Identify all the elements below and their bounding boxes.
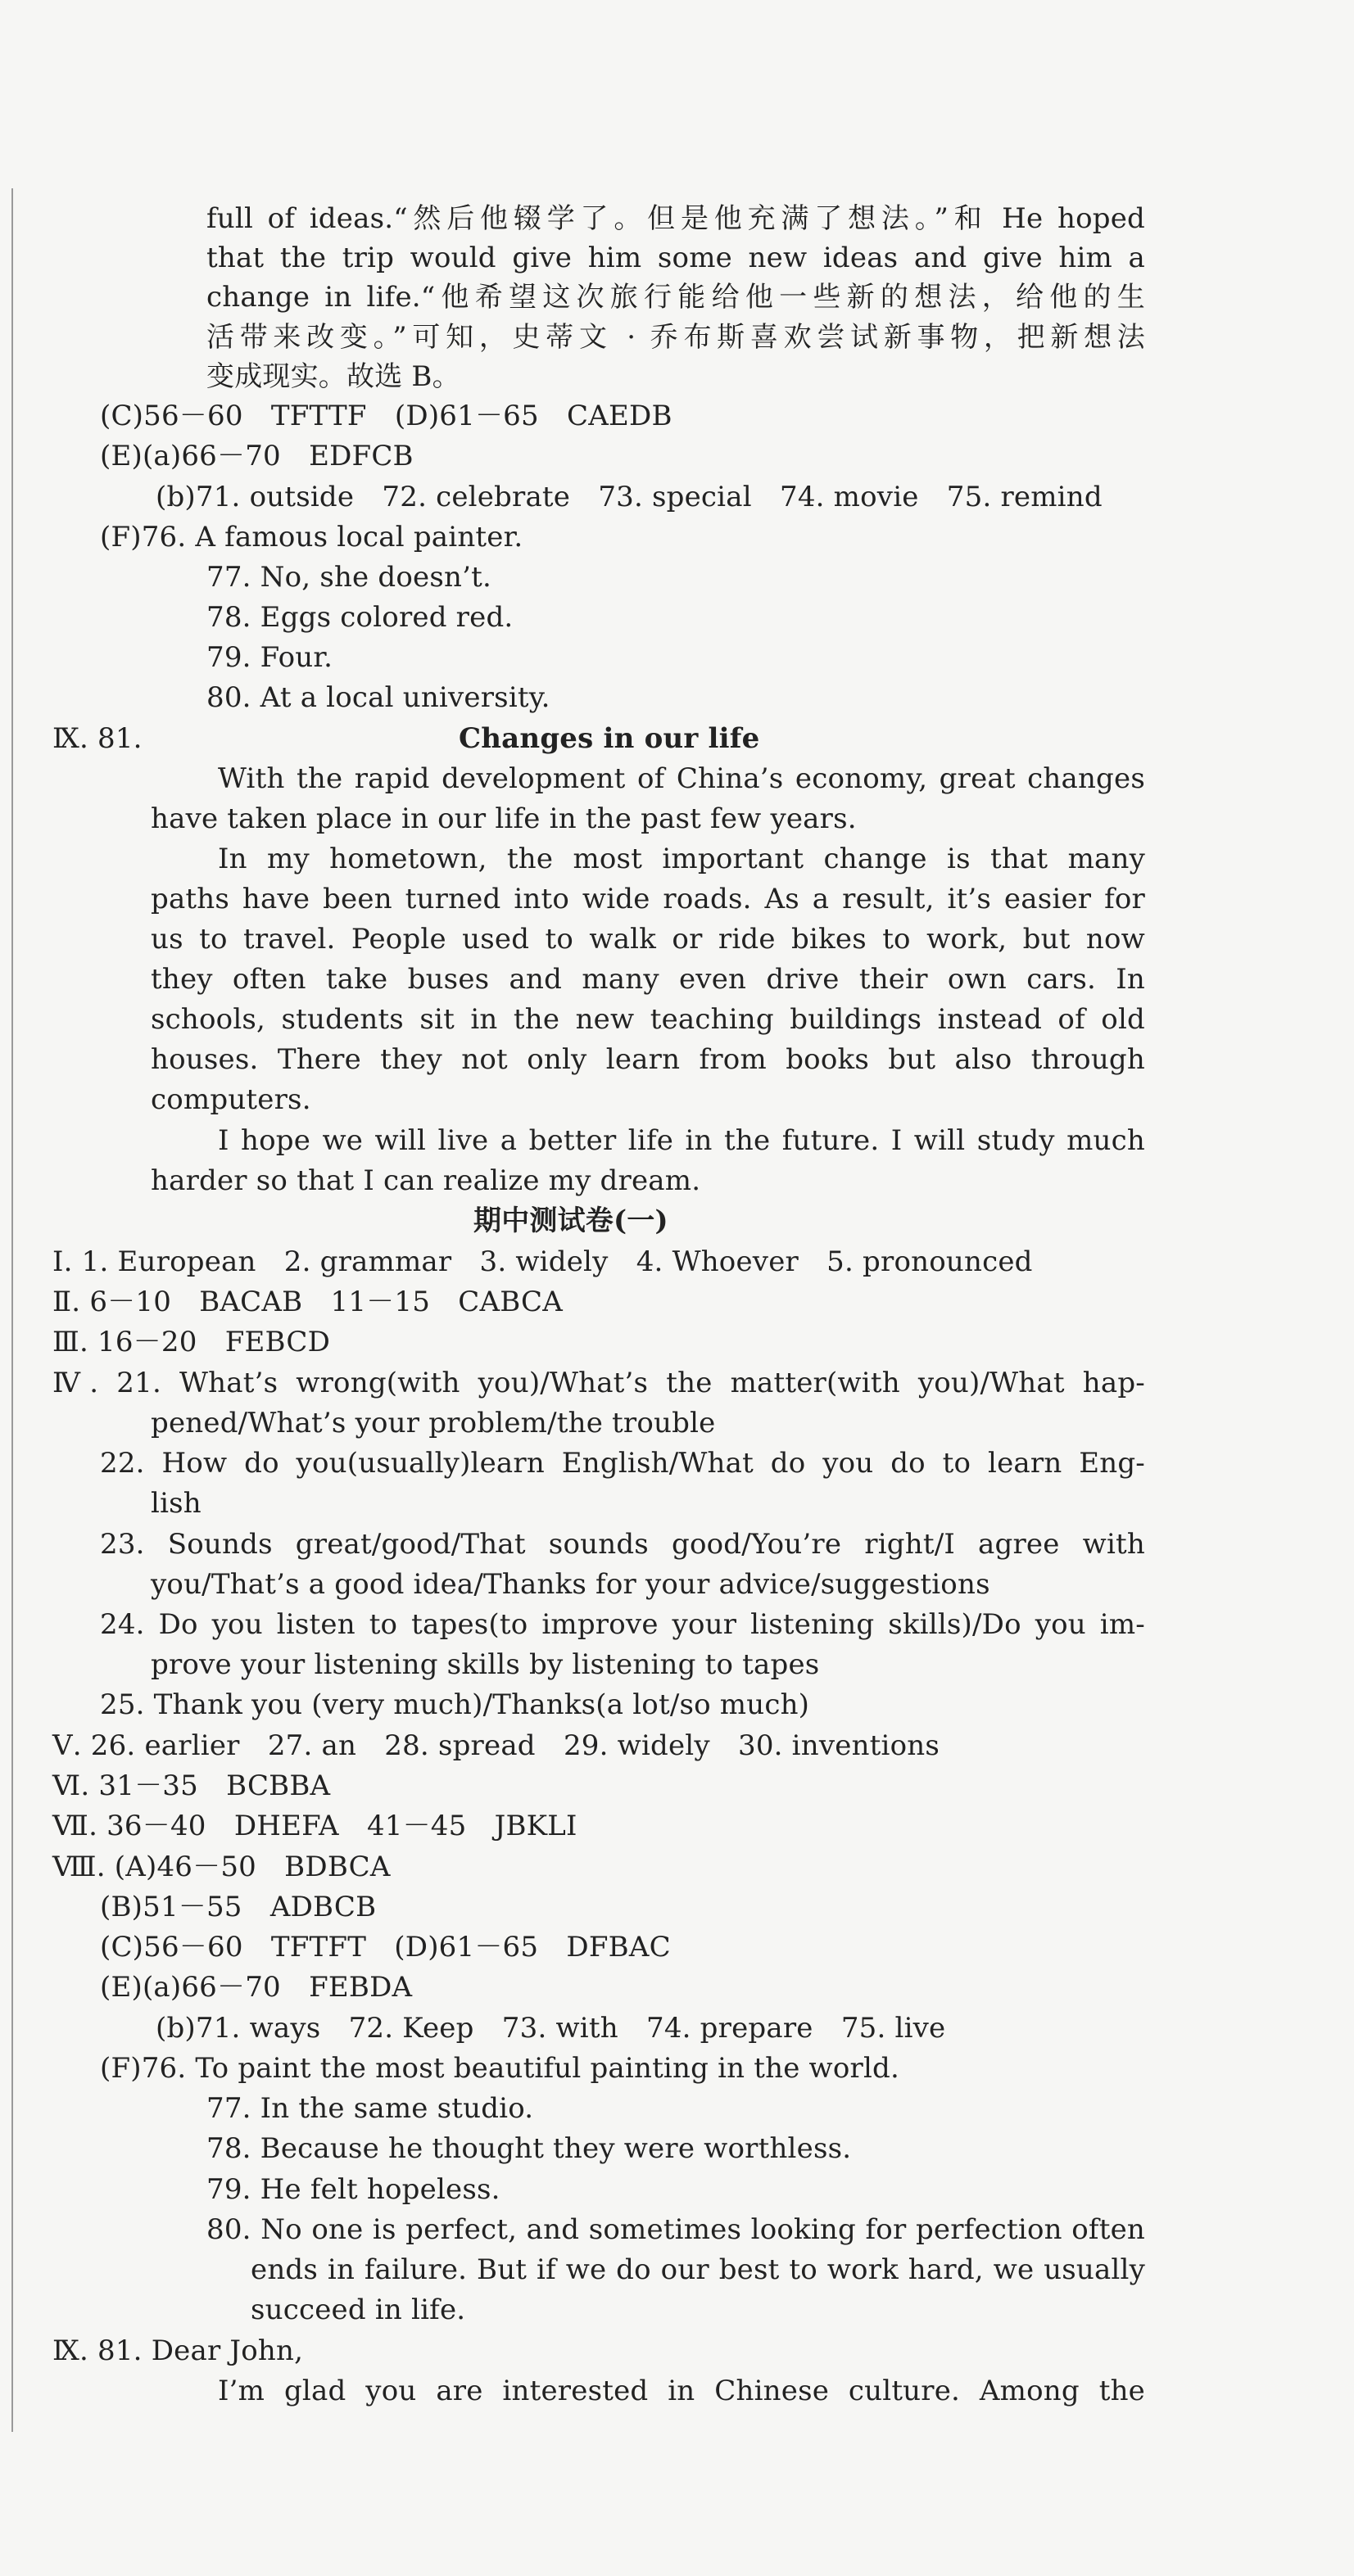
text-line: paths have been turned into wide roads. As a result, it’s easier for — [151, 883, 1145, 915]
text-line: (F)76. To paint the most beautiful painting in the world. — [100, 2052, 900, 2085]
text-line: lish — [151, 1487, 202, 1520]
text-line: Ⅵ. 31－35 BCBBA — [52, 1769, 331, 1802]
text-line: (E)(a)66－70 FEBDA — [100, 1971, 413, 2004]
text-line: 22. How do you(usually)learn English/What do you do to learn Eng- — [100, 1447, 1145, 1480]
text-line: you/That’s a good idea/Thanks for your advice/suggestions — [151, 1568, 990, 1601]
text-line: 79. Four. — [206, 641, 333, 674]
text-line: 79. He felt hopeless. — [206, 2173, 500, 2206]
text-line: houses. There they not only learn from books but also through — [151, 1043, 1145, 1076]
text-line: Ⅳ. 21. What’s wrong(with you)/What’s the matter(with you)/What hap- — [52, 1367, 1145, 1399]
text-line: Ⅶ. 36－40 DHEFA 41－45 JBKLI — [52, 1810, 577, 1842]
text-line: (E)(a)66－70 EDFCB — [100, 440, 414, 472]
text-line: (C)56－60 TFTFT (D)61－65 DFBAC — [100, 1931, 671, 1964]
text-line: 77. No, she doesn’t. — [206, 561, 491, 594]
text-line: Ⅸ. 81. — [52, 722, 143, 755]
text-line: have taken place in our life in the past few years. — [151, 802, 857, 835]
text-line: full of ideas.“然后他辍学了。但是他充满了想法。”和 He hoped — [206, 202, 1145, 235]
text-line: computers. — [151, 1083, 311, 1116]
text-line: 23. Sounds great/good/That sounds good/You’re right/I agree with — [100, 1528, 1145, 1561]
text-line: 78. Eggs colored red. — [206, 601, 514, 634]
text-line: Ⅲ. 16－20 FEBCD — [52, 1326, 331, 1358]
text-line: I’m glad you are interested in Chinese culture. Among the — [218, 2375, 1145, 2407]
text-line: 80. At a local university. — [206, 681, 550, 714]
text-line: succeed in life. — [251, 2294, 466, 2326]
text-line: 25. Thank you (very much)/Thanks(a lot/so much) — [100, 1688, 810, 1721]
text-line: they often take buses and many even drive their own cars. In — [151, 963, 1145, 996]
text-line: (b)71. ways 72. Keep 73. with 74. prepare 75. live — [156, 2012, 946, 2045]
text-line: Ⅷ. (A)46－50 BDBCA — [52, 1851, 391, 1883]
text-line: In my hometown, the most important change is that many — [218, 843, 1145, 875]
text-line: 24. Do you listen to tapes(to improve your listening skills)/Do you im- — [100, 1608, 1145, 1641]
text-line: harder so that I can realize my dream. — [151, 1164, 701, 1197]
text-line: Changes in our life — [459, 722, 760, 755]
text-line: (b)71. outside 72. celebrate 73. special 74. movie 75. remind — [156, 481, 1103, 513]
text-line: prove your listening skills by listening to tapes — [151, 1648, 820, 1681]
text-line: 78. Because he thought they were worthless. — [206, 2132, 852, 2165]
text-line: schools, students sit in the new teaching buildings instead of old — [151, 1003, 1145, 1036]
text-line: pened/What’s your problem/the trouble — [151, 1407, 716, 1439]
text-line: Ⅱ. 6－10 BACAB 11－15 CABCA — [52, 1286, 563, 1318]
text-line: With the rapid development of China’s economy, great changes — [218, 762, 1145, 795]
text-line: 变成现实。故选 B。 — [206, 360, 460, 393]
margin-rule — [11, 188, 13, 2432]
text-line: ends in failure. But if we do our best to work hard, we usually — [251, 2253, 1145, 2286]
text-line: 活带来改变。”可知，史蒂文 · 乔布斯喜欢尝试新事物，把新想法 — [206, 321, 1145, 354]
text-line: I hope we will live a better life in the future. I will study much — [218, 1124, 1145, 1157]
text-line: Ⅸ. 81. Dear John, — [52, 2334, 304, 2367]
text-line: Ⅴ. 26. earlier 27. an 28. spread 29. widely 30. inventions — [52, 1729, 940, 1762]
text-line: 期中测试卷(一) — [473, 1204, 668, 1237]
text-line: Ⅰ. 1. European 2. grammar 3. widely 4. Whoever 5. pronounced — [52, 1245, 1033, 1278]
text-line: (C)56－60 TFTTF (D)61－65 CAEDB — [100, 400, 672, 432]
text-line: change in life.“他希望这次旅行能给他一些新的想法，给他的生 — [206, 281, 1145, 314]
text-line: us to travel. People used to walk or ride bikes to work, but now — [151, 923, 1145, 956]
text-line: 80. No one is perfect, and sometimes looking for perfection often — [206, 2213, 1145, 2246]
text-line: that the trip would give him some new ideas and give him a — [206, 242, 1145, 274]
text-line: (F)76. A famous local painter. — [100, 521, 523, 554]
text-line: (B)51－55 ADBCB — [100, 1891, 377, 1923]
text-line: 77. In the same studio. — [206, 2092, 534, 2125]
